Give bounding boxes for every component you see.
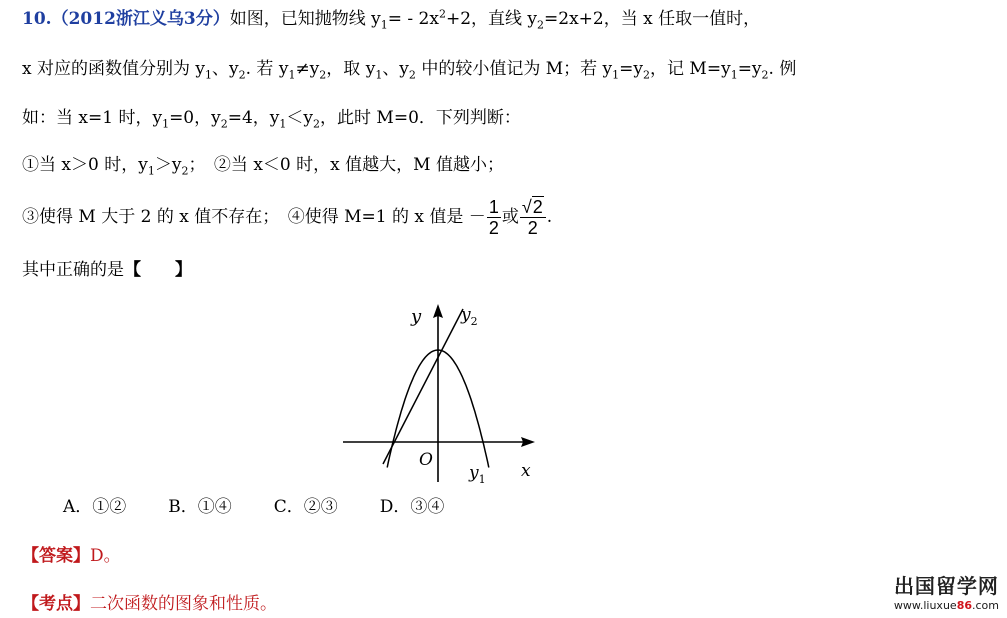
question-line-4 (22, 154, 504, 176)
question-line-1 (22, 8, 760, 30)
text: ，取 y (326, 59, 376, 79)
answer-text: D。 (90, 546, 121, 566)
y1-label-main: y (469, 463, 479, 483)
text: . 例 (768, 59, 797, 79)
sub: 1 (162, 117, 170, 131)
y-axis-label: y (411, 306, 422, 327)
y2-label-sub: 2 (470, 315, 478, 328)
sub: 1 (288, 68, 296, 82)
question-line-3 (22, 107, 521, 129)
text: ①当 x＞0 时，y (22, 155, 148, 175)
text: x 对应的函数值分别为 y (22, 59, 205, 79)
text: . 若 y (245, 59, 289, 79)
question-number: 10. (22, 9, 52, 29)
sub: 2 (643, 68, 651, 82)
question-source: （2012浙江义乌3分） (51, 9, 230, 29)
radicand: 2 (532, 197, 543, 217)
y2-label-main: y (461, 305, 471, 325)
text: 如图，已知抛物线 y (229, 9, 381, 29)
text: 其中正确的是 (22, 260, 124, 280)
fraction-one-half (487, 197, 501, 238)
text: ，此时 M=0．下列判断： (320, 108, 521, 128)
text: 、y (382, 59, 409, 79)
sub: 1 (380, 18, 388, 32)
sub: 2 (220, 117, 228, 131)
parabola-line-graph (335, 300, 550, 485)
kaodian-line (22, 593, 277, 615)
sub: 1 (612, 68, 620, 82)
text: ； ②当 x＜0 时，x 值越大，M 值越小； (188, 155, 504, 175)
choice-b: B．①④ (168, 497, 232, 517)
choices-row (63, 496, 486, 518)
question-line-2 (22, 58, 796, 80)
kaodian-text: 二次函数的图象和性质。 (90, 594, 277, 614)
sqrt-icon: √2 (521, 197, 543, 217)
site-logo (894, 570, 999, 612)
question-prompt (22, 259, 192, 281)
logo-url-b: 86 (956, 599, 972, 612)
choice-d: D．③④ (379, 497, 445, 517)
sub: 1 (147, 164, 155, 178)
logo-url (894, 599, 999, 612)
text: +2，直线 y (445, 9, 538, 29)
logo-url-c: .com (972, 599, 999, 612)
text: =y (619, 59, 644, 79)
frac-den: 2 (488, 218, 499, 238)
text: ，记 M=y (650, 59, 731, 79)
origin-label: O (419, 450, 433, 470)
text: 中的较小值记为 M；若 y (415, 59, 613, 79)
kaodian-tag: 【考点】 (22, 594, 90, 614)
y2-label (460, 305, 478, 328)
text: . (546, 207, 553, 227)
sub: 2 (319, 68, 327, 82)
line-y2 (383, 309, 463, 464)
frac-num-sqrt (520, 197, 546, 218)
answer-line (22, 545, 121, 567)
y1-label (468, 463, 486, 485)
text: ≠y (295, 59, 320, 79)
sub: 2 (313, 117, 321, 131)
text: 如：当 x=1 时，y (22, 108, 163, 128)
fraction-root2-over-2 (520, 197, 546, 238)
text: =2x+2，当 x 任取一值时， (544, 9, 761, 29)
y1-label-sub: 1 (478, 473, 486, 485)
sub: 1 (375, 68, 383, 82)
sub: 2 (181, 164, 189, 178)
text: =4，y (227, 108, 280, 128)
text: =0，y (169, 108, 221, 128)
logo-cn: 出国留学网 (893, 574, 999, 598)
sub: 2 (408, 68, 416, 82)
sub: 2 (761, 68, 769, 82)
choice-c: C．②③ (273, 497, 338, 517)
logo-url-a: www.liuxue (893, 599, 957, 612)
answer-tag: 【答案】 (22, 546, 90, 566)
frac-den: 2 (527, 218, 538, 238)
y-axis-arrow-icon (433, 304, 443, 318)
x-axis-label: x (521, 461, 531, 481)
sub: 1 (205, 68, 212, 82)
sub: 2 (238, 68, 246, 82)
text: 、y (212, 59, 239, 79)
text: ＞y (154, 155, 182, 175)
text: 或 (501, 207, 519, 227)
sub: 1 (730, 68, 738, 82)
sub: 2 (537, 18, 545, 32)
text: = - 2x (387, 9, 439, 29)
sup: 2 (438, 7, 446, 21)
question-line-5 (22, 192, 552, 242)
choice-a: A．①② (63, 497, 127, 517)
text: ＜y (286, 108, 314, 128)
answer-bracket: 【 】 (124, 260, 192, 280)
frac-num: 1 (488, 197, 499, 217)
x-axis-arrow-icon (521, 437, 535, 447)
text: =y (737, 59, 762, 79)
text: ③使得 M 大于 2 的 x 值不存在； ④使得 M=1 的 x 值是 － (22, 207, 486, 227)
sub: 1 (279, 117, 287, 131)
